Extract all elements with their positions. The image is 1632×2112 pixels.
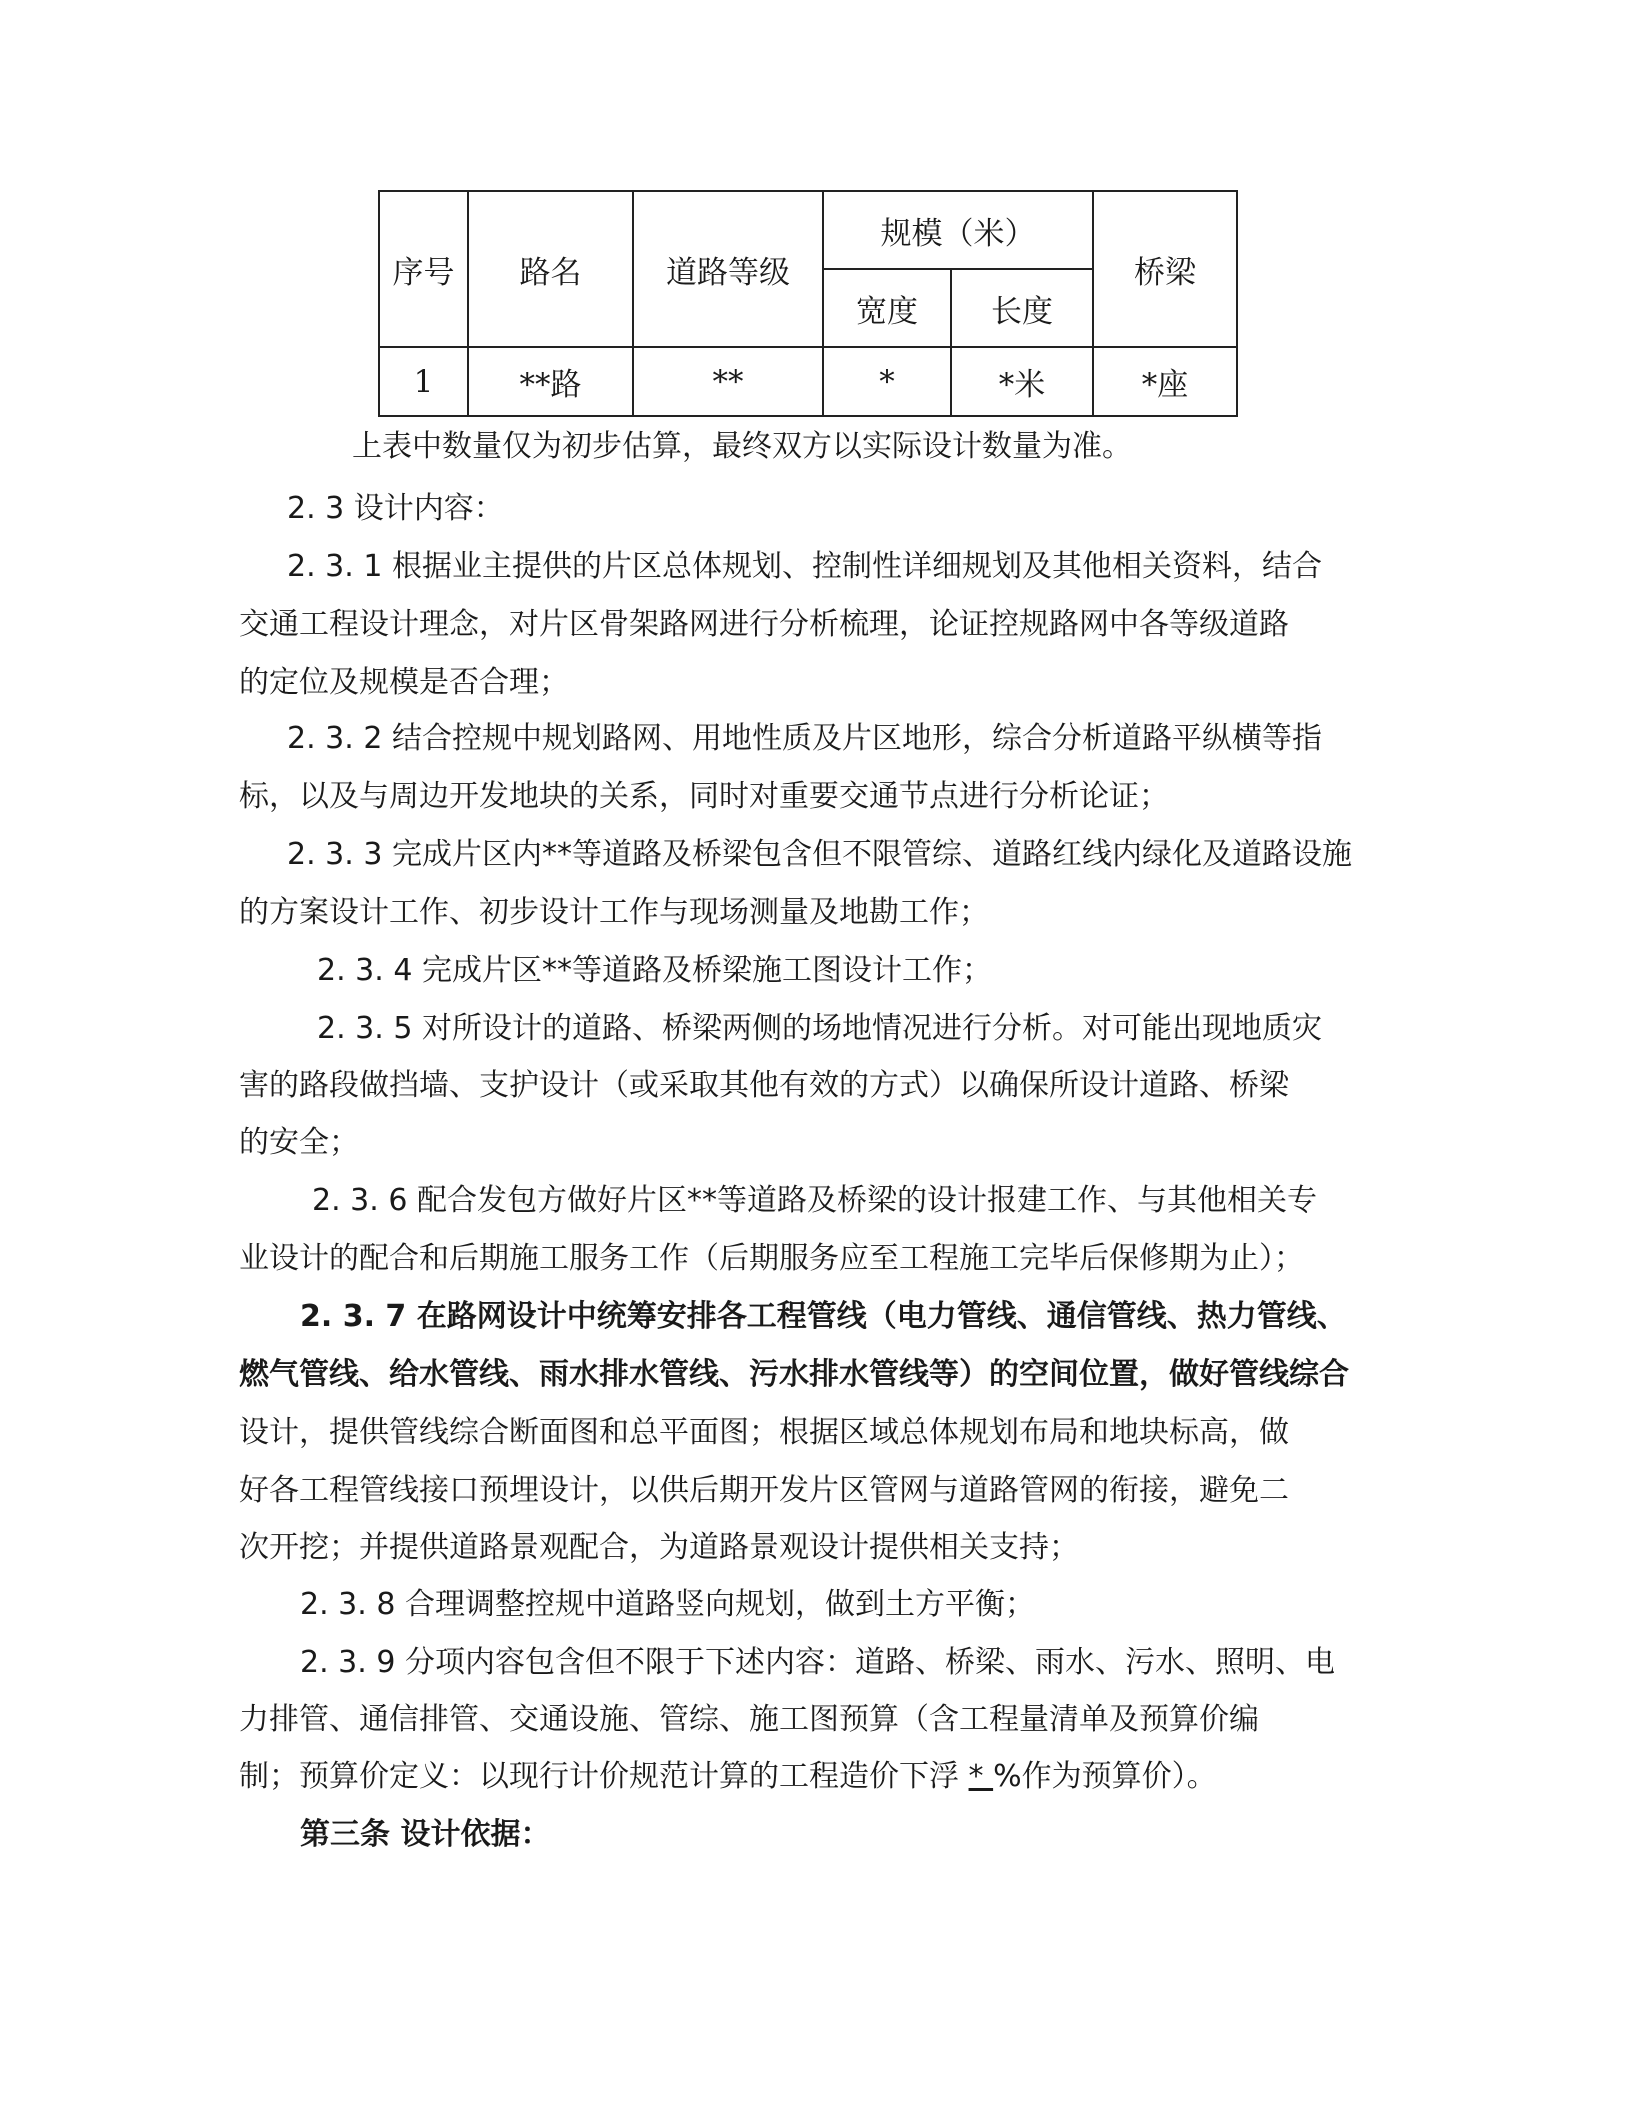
item-2-3-9-line-3 bbox=[239, 1748, 1217, 1806]
cell-length: *米 bbox=[951, 347, 1093, 416]
item-2-3-4-line-1: 2. 3. 4 完成片区**等道路及桥梁施工图设计工作； bbox=[317, 953, 992, 988]
item-2-3-9-line-2: 力排管、通信排管、交通设施、管综、施工图预算（含工程量清单及预算价编 bbox=[239, 1702, 1259, 1737]
header-scale: 规模（米） bbox=[823, 191, 1093, 269]
item-2-3-7-line-3: 设计，提供管线综合断面图和总平面图；根据区域总体规划布局和地块标高，做 bbox=[239, 1415, 1289, 1450]
cell-road-name: **路 bbox=[468, 347, 633, 416]
item-2-3-8-line-1: 2. 3. 8 合理调整控规中道路竖向规划，做到土方平衡； bbox=[300, 1587, 1035, 1622]
cell-width: * bbox=[823, 347, 951, 416]
item-2-3-7-line-5: 次开挖；并提供道路景观配合，为道路景观设计提供相关支持； bbox=[239, 1530, 1079, 1565]
item-2-3-1-line-1: 2. 3. 1 根据业主提供的片区总体规划、控制性详细规划及其他相关资料，结合 bbox=[287, 549, 1322, 584]
header-road-name: 路名 bbox=[468, 191, 633, 347]
item-2-3-5-line-3: 的安全； bbox=[239, 1125, 359, 1160]
header-width: 宽度 bbox=[823, 269, 951, 347]
article-3-heading: 第三条 设计依据： bbox=[300, 1817, 551, 1852]
item-2-3-3-line-2: 的方案设计工作、初步设计工作与现场测量及地勘工作； bbox=[239, 895, 989, 930]
table-header-row bbox=[379, 191, 1237, 269]
cell-no: 1 bbox=[379, 347, 468, 416]
header-length: 长度 bbox=[951, 269, 1093, 347]
header-no: 序号 bbox=[379, 191, 468, 347]
table-note: 上表中数量仅为初步估算，最终双方以实际设计数量为准。 bbox=[352, 429, 1132, 464]
item-2-3-1-line-3: 的定位及规模是否合理； bbox=[239, 665, 569, 700]
item-2-3-3-line-1: 2. 3. 3 完成片区内**等道路及桥梁包含但不限管综、道路红线内绿化及道路设施 bbox=[287, 837, 1352, 872]
item-2-3-6-line-1: 2. 3. 6 配合发包方做好片区**等道路及桥梁的设计报建工作、与其他相关专 bbox=[312, 1183, 1317, 1218]
item-2-3-5-line-1: 2. 3. 5 对所设计的道路、桥梁两侧的场地情况进行分析。对可能出现地质灾 bbox=[317, 1011, 1322, 1046]
item-2-3-7-line-4: 好各工程管线接口预埋设计，以供后期开发片区管网与道路管网的衔接，避免二 bbox=[239, 1473, 1289, 1508]
cell-road-grade: ** bbox=[633, 347, 823, 416]
item-2-3-1-line-2: 交通工程设计理念，对片区骨架路网进行分析梳理，论证控规路网中各等级道路 bbox=[239, 607, 1289, 642]
item-2-3-9-line-1: 2. 3. 9 分项内容包含但不限于下述内容：道路、桥梁、雨水、污水、照明、电 bbox=[300, 1645, 1335, 1680]
item-2-3-6-line-2: 业设计的配合和后期施工服务工作（后期服务应至工程施工完毕后保修期为止）； bbox=[239, 1241, 1304, 1276]
item-2-3-2-line-2: 标，以及与周边开发地块的关系，同时对重要交通节点进行分析论证； bbox=[239, 779, 1169, 814]
item-2-3-9-line-3-pre: 制；预算价定义：以现行计价规范计算的工程造价下浮 bbox=[239, 1759, 969, 1794]
item-2-3-9-line-3-post: %作为预算价）。 bbox=[993, 1759, 1217, 1794]
header-bridge: 桥梁 bbox=[1093, 191, 1237, 347]
item-2-3-2-line-1: 2. 3. 2 结合控规中规划路网、用地性质及片区地形，综合分析道路平纵横等指 bbox=[287, 721, 1322, 756]
cell-bridge: *座 bbox=[1093, 347, 1237, 416]
table-row bbox=[379, 347, 1237, 416]
section-title: 2. 3 设计内容： bbox=[287, 491, 504, 526]
road-scale-table bbox=[378, 190, 1238, 417]
header-road-grade: 道路等级 bbox=[633, 191, 823, 347]
item-2-3-5-line-2: 害的路段做挡墙、支护设计（或采取其他有效的方式）以确保所设计道路、桥梁 bbox=[239, 1068, 1289, 1103]
discount-percent-blank: * bbox=[968, 1759, 994, 1794]
item-2-3-7-line-1: 2. 3. 7 在路网设计中统筹安排各工程管线（电力管线、通信管线、热力管线、 bbox=[300, 1299, 1347, 1334]
item-2-3-7-line-2: 燃气管线、给水管线、雨水排水管线、污水排水管线等）的空间位置，做好管线综合 bbox=[239, 1357, 1349, 1392]
